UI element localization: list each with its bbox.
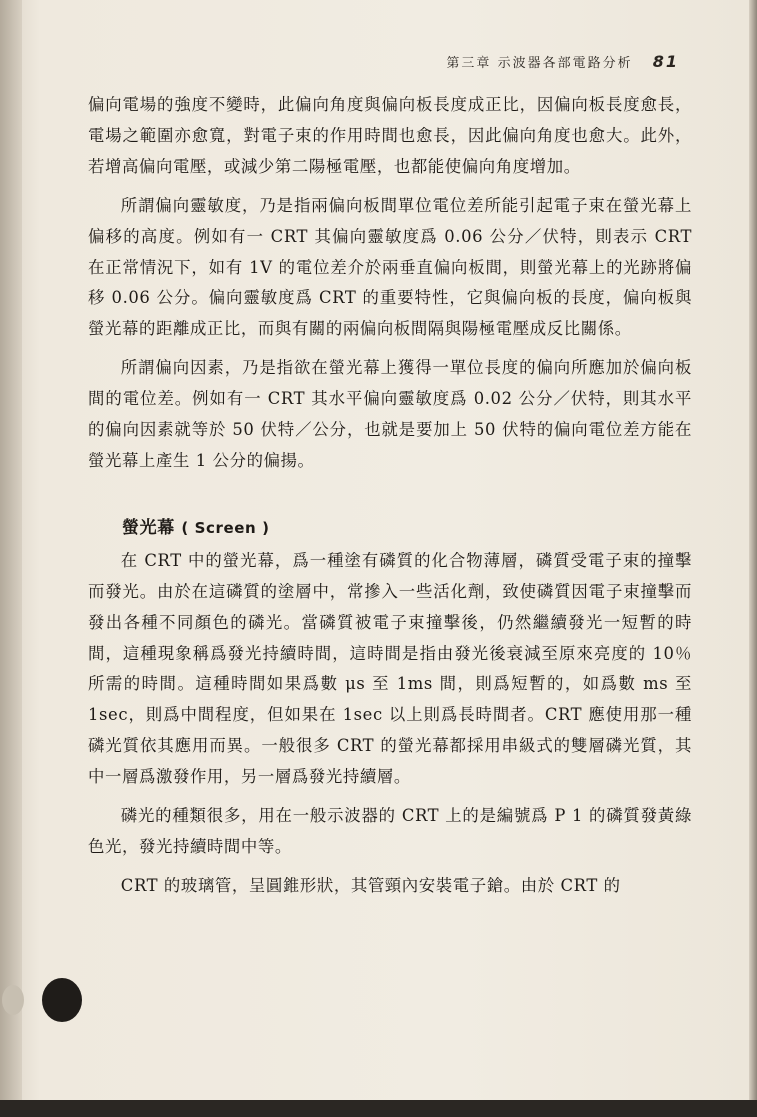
section-heading-zh: 螢光幕 — [122, 517, 175, 538]
chapter-title: 示波器各部電路分析 — [497, 56, 633, 71]
page-gutter — [0, 0, 22, 1100]
paragraph: 在 CRT 中的螢光幕，爲一種塗有磷質的化合物薄層，磷質受電子束的撞擊而發光。由於在這磷質的塗層中，常摻入一些活化劑，致使磷質因電子束撞擊而發出各種不同顏色的磷光。當磷質被電子束撞擊後，仍然繼續發光一短暫的時間，這種現象稱爲發光持續時間，這時間是指由發光後衰減至原來亮度的 10％ 所需的時間。這種時間如果爲數 μs 至 1ms 間，則爲短暫的，如爲數 ms 至 1sec，則爲中間程度，但如果在 1sec 以上則爲長時間者。CRT 應使用那一種磷光質依其應用而異。一般很多 CRT 的螢光幕都採用串級式的雙層磷光質，其中一層爲激發作用，另一層爲發光持續層。 — [88, 550, 692, 787]
paragraph: 偏向電場的強度不變時，此偏向角度與偏向板長度成正比，因偏向板長度愈長，電場之範圍亦愈寬，對電子束的作用時間也愈長，因此偏向角度也愈大。此外，若增高偏向電壓，或減少第二陽極電壓，也都能使偏向角度增加。 — [88, 95, 692, 176]
binder-hole-shadow — [2, 985, 24, 1015]
running-header — [446, 52, 679, 71]
paragraph: CRT 的玻璃管，呈圓錐形狀，其管頸內安裝電子鎗。由於 CRT 的 — [120, 875, 621, 895]
paragraph: 磷光的種類很多，用在一般示波器的 CRT 上的是編號爲 P 1 的磷質發黃綠色光，發光持續時間中等。 — [88, 806, 692, 856]
scan-background — [0, 1100, 757, 1117]
page-number: 81 — [652, 52, 679, 71]
paragraph: 所謂偏向靈敏度，乃是指兩偏向板間單位電位差所能引起電子束在螢光幕上偏移的高度。例如有一 CRT 其偏向靈敏度爲 0.06 公分／伏特，則表示 CRT 在正常情況下，如有 1V 的電位差介於兩垂直偏向板間，則螢光幕上的光跡將偏移 0.06 公分。偏向靈敏度爲 CRT 的重要特性，它與偏向板的長度，偏向板與螢光幕的距離成正比，而與有關的兩偏向板間隔與陽極電壓成反比關係。 — [88, 195, 692, 339]
section-heading-en: ( Screen ) — [181, 518, 270, 537]
page-edge-shadow — [749, 0, 757, 1100]
paragraph: 所謂偏向因素，乃是指欲在螢光幕上獲得一單位長度的偏向所應加於偏向板間的電位差。例如有一 CRT 其水平偏向靈敏度爲 0.02 公分／伏特，則其水平的偏向因素就等於 50 伏特／公分，也就是要加上 50 伏特的偏向電位差方能在螢光幕上產生 1 公分的偏揚。 — [88, 358, 692, 470]
section-heading — [88, 513, 692, 544]
binder-hole — [42, 978, 82, 1022]
chapter-label: 第三章 — [446, 56, 492, 71]
body-text — [88, 90, 692, 902]
